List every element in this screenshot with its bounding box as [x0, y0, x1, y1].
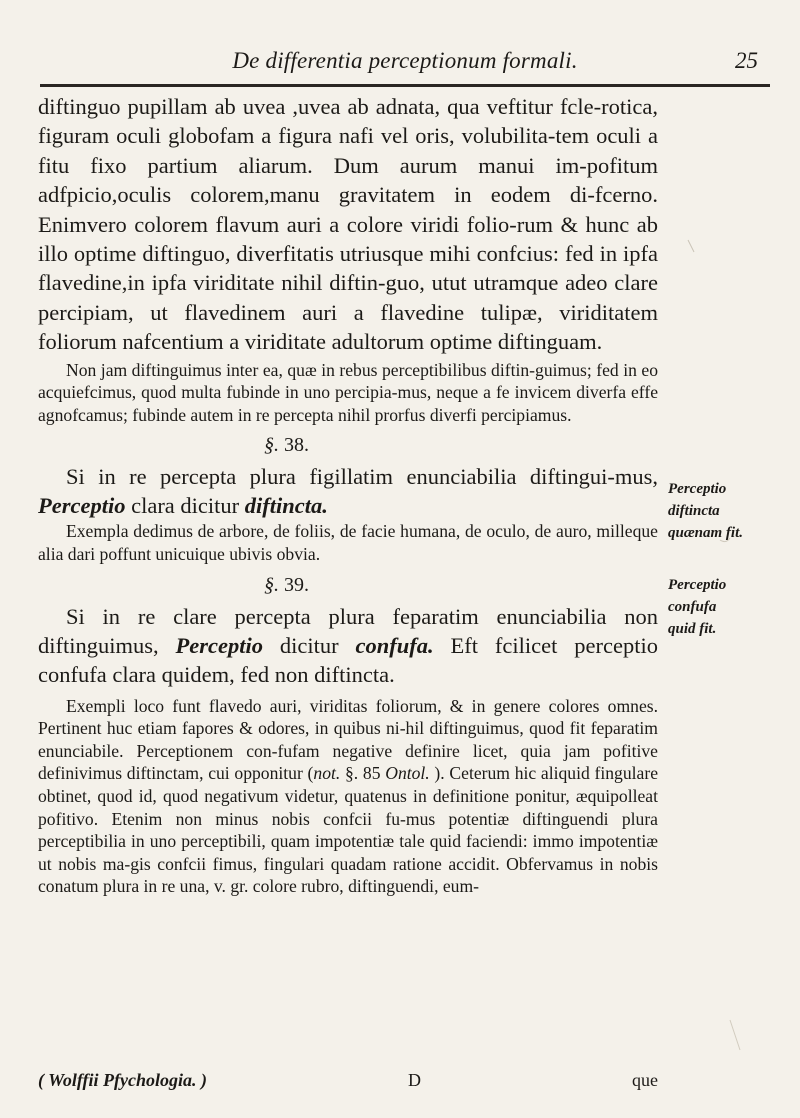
note-paragraph-2: Exempla dedimus de arbore, de foliis, de facie humana, de oculo, de auro, milleque alia dari poffunt unicuique ubivis obvia. [38, 521, 658, 565]
running-title: De differentia perceptionum formali. [232, 48, 578, 73]
section-39-heading [264, 572, 658, 598]
signature-mark: D [408, 1070, 421, 1090]
paragraph-main-1: diftinguo pupillam ab uvea ,uvea ab adnata, qua veftitur fcle-rotica, figuram oculi globofam a figura nafi vel oris, volubilita-tem oculi a fitu fixo partium aliarum. Dum aurum manui im-pofitum adfpicio,oculis colorem,manu gravitatem in eodem di-fcerno. Enimvero colorem flavum auri a colore viridi folio-rum & hunc ab illo optime diftinguo, diverfitatis utriusque mihi confcius: fed in ipfa flavedine,in ipfa viriditate nihil diftin-guo, utut utramque adeo clare percipiam, ut flavedinem auri a flavedine tulipæ, viriditatem foliorum nafcentium a viriditate adultorum optime diftinguam. [38, 94, 658, 355]
running-header [40, 48, 770, 88]
section-38-heading [264, 432, 658, 458]
catchword: que [632, 1070, 658, 1090]
section-symbol: §. [264, 573, 279, 596]
definition-distincta [38, 462, 658, 520]
margin-note-line: Perceptio [668, 577, 727, 593]
page-body [38, 92, 658, 898]
reference-ontol: Ontol. [385, 763, 430, 784]
note-text-c: ). Ceterum hic aliquid fingulare obtinet, quod id, quod negativum videtur, quatenus in definitione ponitur, æquipolleat pofitivo. Etenim non minus nobis confcii fu-mus potentiæ diftinguendi plura perceptibilia in uno perceptibili, quam impotentiæ tale quid faciendi: immo impotentiæ ut nobis ma-gis confcii fimus, fingulari quadam ratione accidit. Obfervamus in nobis conatum plura in re una, v. gr. colore rubro, diftinguendi, eum- [38, 763, 658, 897]
section-number: 38. [284, 434, 309, 457]
margin-note-confusa [668, 574, 788, 640]
definition-mid: clara dicitur [125, 493, 245, 519]
definition-word: diftincta. [244, 493, 328, 519]
margin-note-line: Perceptio [668, 481, 727, 497]
note-text-b: §. 85 [340, 763, 386, 784]
note-paragraph-1: Non jam diftinguimus inter ea, quæ in rebus perceptibilibus diftin-guimus; fed in eo acquiefcimus, quod multa fubinde in uno percipia-mus, neque a fe invicem diverfa effe agnofcamus; fubinde autem in re percepta nihil prorfus diverfi percipiamus. [38, 359, 658, 425]
definition-lead: Si in re percepta plura figillatim enunciabilia diftingui-mus, [66, 464, 658, 490]
section-number: 39. [284, 573, 309, 596]
footer-source: ( Wolffii Pfychologia. ) [38, 1070, 207, 1090]
margin-note-line: quænam fit. [668, 525, 744, 541]
definition-term: Perceptio [38, 493, 126, 519]
page-number: 25 [735, 48, 758, 73]
margin-note-distincta [668, 478, 788, 544]
definition-lead: Si in re clare percepta plura feparatim enunciabilia non diftinguimus, [38, 603, 658, 658]
definition-tail: Eft fcilicet perceptio confufa clara quidem, fed non diftincta. [38, 632, 658, 687]
definition-word: confufa. [355, 632, 434, 658]
note-paragraph-3 [38, 695, 658, 898]
header-rule [40, 84, 770, 87]
page-footer [38, 1070, 658, 1094]
margin-note-line: diftincta [668, 503, 720, 519]
margin-note-line: confufa [668, 599, 717, 615]
section-symbol: §. [264, 434, 279, 457]
definition-mid: dicitur [263, 632, 356, 658]
definition-term: Perceptio [175, 632, 263, 658]
reference-not: not. [313, 763, 341, 784]
definition-confusa [38, 602, 658, 689]
margin-note-line: quid fit. [668, 621, 717, 637]
note-text-a: Exempli loco funt flavedo auri, viriditas foliorum, & in genere colores omnes. Pertinent huc etiam fapores & odores, in quibus ni-hil diftinguimus, quod fit feparatim enunciabile. Perceptionem con-fufam negative definire licet, quia jam pofitive definivimus diftinctam, cui opponitur ( [38, 695, 658, 784]
